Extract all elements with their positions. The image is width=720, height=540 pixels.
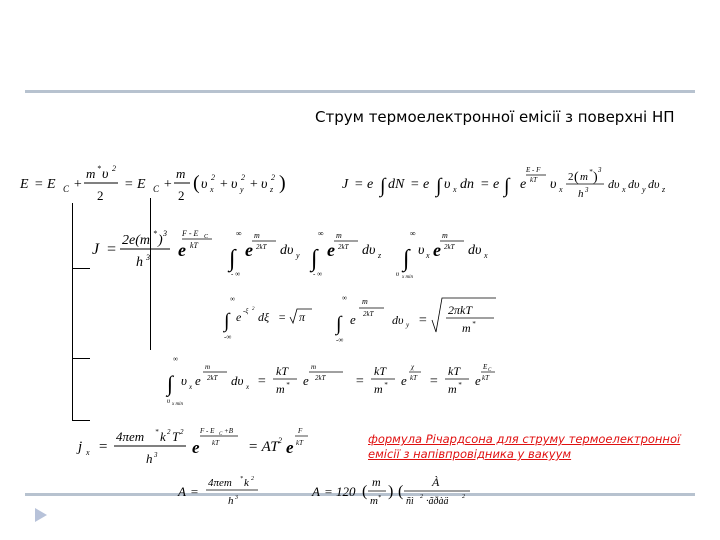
svg-text:=: = bbox=[429, 374, 439, 389]
svg-text:C: C bbox=[63, 184, 70, 194]
svg-text:π: π bbox=[299, 310, 306, 324]
svg-text:dυ: dυ bbox=[648, 177, 660, 191]
svg-text:*: * bbox=[589, 168, 593, 176]
svg-text:kT: kT bbox=[448, 364, 460, 378]
svg-text:À: À bbox=[432, 475, 440, 489]
svg-text:χ: χ bbox=[411, 363, 415, 371]
svg-text:∫: ∫ bbox=[311, 246, 318, 272]
svg-text:υ: υ bbox=[167, 397, 171, 405]
svg-text:2: 2 bbox=[112, 164, 116, 173]
svg-text:e: e bbox=[245, 240, 253, 260]
svg-text:=: = bbox=[98, 439, 109, 455]
svg-text:(: ( bbox=[574, 170, 579, 185]
svg-text:4πem: 4πem bbox=[116, 429, 145, 444]
svg-text:m: m bbox=[362, 297, 368, 306]
svg-text:m: m bbox=[462, 321, 471, 335]
svg-text:∫: ∫ bbox=[403, 246, 410, 272]
svg-text:+: + bbox=[73, 177, 83, 192]
svg-text:υ: υ bbox=[231, 177, 238, 192]
svg-text:υ: υ bbox=[396, 270, 400, 278]
svg-text:A: A bbox=[178, 484, 186, 499]
svg-text:= e: = e bbox=[480, 177, 500, 192]
svg-text:kT: kT bbox=[374, 364, 386, 378]
svg-text:e: e bbox=[286, 438, 294, 457]
svg-text:∫: ∫ bbox=[167, 371, 174, 396]
svg-text:3: 3 bbox=[585, 186, 589, 194]
svg-text:dυ: dυ bbox=[468, 243, 482, 258]
svg-text:- ∞: - ∞ bbox=[313, 270, 323, 278]
svg-text:2: 2 bbox=[420, 494, 423, 500]
svg-text:=: = bbox=[278, 310, 287, 324]
energy-lhs: E bbox=[20, 177, 29, 192]
svg-text:- ∞: - ∞ bbox=[231, 270, 241, 278]
svg-text:x: x bbox=[484, 251, 488, 260]
svg-text:k: k bbox=[160, 429, 166, 444]
svg-text:*: * bbox=[153, 229, 157, 238]
svg-text:y: y bbox=[296, 251, 300, 260]
svg-text:*: * bbox=[97, 164, 101, 173]
svg-text:∫: ∫ bbox=[504, 175, 510, 197]
svg-text:h: h bbox=[136, 255, 143, 270]
svg-text:2kT: 2kT bbox=[363, 310, 374, 318]
svg-text:dυ: dυ bbox=[608, 177, 620, 191]
svg-text:υ: υ bbox=[550, 177, 557, 192]
svg-text:∞: ∞ bbox=[342, 294, 347, 302]
svg-text:∞: ∞ bbox=[410, 229, 416, 238]
svg-text:kT: kT bbox=[190, 241, 198, 250]
svg-text:kT: kT bbox=[530, 176, 537, 184]
svg-text:+: + bbox=[163, 177, 173, 192]
svg-text:x: x bbox=[189, 383, 193, 391]
formula-current-definition bbox=[340, 160, 680, 210]
svg-text:m: m bbox=[374, 382, 383, 396]
svg-text:x min: x min bbox=[172, 402, 183, 407]
svg-text:): ) bbox=[158, 233, 163, 248]
svg-text:=: = bbox=[190, 484, 199, 499]
slide-title: Струм термоелектронної емісії з поверхні НП bbox=[315, 108, 675, 126]
svg-text:υ: υ bbox=[418, 243, 425, 258]
svg-text:x: x bbox=[246, 383, 250, 391]
svg-text:·ãðàä: ·ãðàä bbox=[426, 496, 449, 507]
svg-text:m: m bbox=[448, 382, 457, 396]
svg-text:2kT: 2kT bbox=[338, 243, 349, 251]
svg-text:*: * bbox=[240, 476, 243, 482]
svg-text:*: * bbox=[286, 381, 290, 389]
svg-text:x min: x min bbox=[402, 275, 413, 280]
formula-tree-branch bbox=[72, 268, 90, 269]
formula-gauss-integral bbox=[220, 293, 340, 345]
svg-text:dN: dN bbox=[388, 177, 405, 192]
svg-text:m: m bbox=[176, 166, 186, 181]
svg-text:*: * bbox=[472, 320, 476, 328]
svg-text:E: E bbox=[483, 363, 488, 371]
formula-energy bbox=[18, 160, 338, 208]
svg-text:*: * bbox=[384, 381, 388, 389]
formula-tree-line bbox=[72, 203, 73, 421]
svg-text:2: 2 bbox=[167, 428, 171, 436]
svg-text:E - F: E - F bbox=[526, 166, 541, 174]
svg-text:(: ( bbox=[193, 172, 200, 194]
svg-text:h: h bbox=[146, 451, 153, 466]
svg-text:2kT: 2kT bbox=[315, 374, 326, 382]
svg-text:+: + bbox=[219, 177, 229, 192]
svg-text:= AT: = AT bbox=[248, 439, 279, 455]
svg-text:y: y bbox=[406, 321, 410, 329]
svg-text:+: + bbox=[249, 177, 259, 192]
svg-text:z: z bbox=[378, 251, 382, 260]
svg-text:2: 2 bbox=[278, 436, 282, 445]
svg-text:m: m bbox=[370, 495, 378, 507]
svg-text:e: e bbox=[475, 373, 481, 388]
svg-text:2: 2 bbox=[271, 173, 275, 182]
svg-text:z: z bbox=[662, 185, 666, 194]
svg-text:z: z bbox=[270, 185, 274, 194]
svg-text:-∞: -∞ bbox=[224, 333, 232, 341]
svg-text:C: C bbox=[488, 368, 492, 373]
svg-text:e: e bbox=[401, 373, 407, 388]
svg-text:m: m bbox=[372, 475, 381, 489]
svg-text:e: e bbox=[327, 240, 335, 260]
svg-text:= E: = E bbox=[34, 177, 56, 192]
formula-tree-branch bbox=[72, 420, 90, 421]
svg-text:2kT: 2kT bbox=[444, 243, 455, 251]
svg-text:dυ: dυ bbox=[392, 313, 404, 327]
svg-text:υ: υ bbox=[261, 177, 268, 192]
svg-text:∞: ∞ bbox=[318, 229, 324, 238]
svg-text:υ: υ bbox=[201, 177, 208, 192]
svg-text:T: T bbox=[172, 429, 180, 444]
svg-text:dυ: dυ bbox=[362, 243, 376, 258]
svg-text:J: J bbox=[342, 177, 349, 192]
svg-text:e: e bbox=[236, 310, 242, 324]
svg-text:-ξ: -ξ bbox=[243, 307, 249, 315]
svg-text:y: y bbox=[240, 185, 244, 194]
svg-text:2: 2 bbox=[178, 188, 185, 203]
richardson-note: формула Річардсона для струму термоелектронної емісії з напівпровідника у вакуум bbox=[368, 432, 681, 461]
svg-text:m: m bbox=[276, 382, 285, 396]
svg-text:x: x bbox=[210, 185, 214, 194]
svg-text:dυ: dυ bbox=[280, 243, 294, 258]
svg-text:dξ: dξ bbox=[258, 310, 270, 324]
svg-text:3: 3 bbox=[154, 451, 158, 459]
formula-A-definition bbox=[176, 470, 296, 516]
svg-text:= e: = e bbox=[354, 177, 374, 192]
svg-text:F: F bbox=[298, 427, 303, 435]
svg-text:∞: ∞ bbox=[236, 229, 242, 238]
svg-text:2e(m: 2e(m bbox=[122, 233, 150, 248]
svg-text:2: 2 bbox=[97, 188, 104, 203]
svg-text:C: C bbox=[153, 184, 160, 194]
svg-text:υ: υ bbox=[444, 177, 451, 192]
svg-text:dυ: dυ bbox=[628, 177, 640, 191]
svg-text:-∞: -∞ bbox=[336, 336, 344, 344]
svg-text:): ) bbox=[279, 172, 286, 194]
svg-text:(: ( bbox=[362, 483, 368, 500]
svg-text:+B: +B bbox=[224, 427, 233, 435]
svg-text:A: A bbox=[312, 484, 320, 499]
svg-text:m: m bbox=[442, 231, 448, 240]
svg-text:h: h bbox=[228, 495, 234, 507]
play-arrow-icon[interactable] bbox=[34, 507, 48, 523]
svg-text:m: m bbox=[86, 166, 96, 181]
formula-current-full bbox=[90, 222, 530, 284]
svg-text:*: * bbox=[378, 495, 381, 501]
svg-text:2: 2 bbox=[462, 494, 465, 500]
svg-text:): ) bbox=[593, 170, 598, 185]
formula-vx-integral bbox=[165, 353, 495, 415]
svg-text:k: k bbox=[244, 477, 249, 489]
svg-text:C: C bbox=[204, 234, 209, 240]
svg-text:= 120: = 120 bbox=[324, 484, 356, 499]
svg-text:e: e bbox=[303, 373, 309, 388]
svg-text:m: m bbox=[205, 363, 211, 371]
svg-text:e: e bbox=[178, 240, 186, 260]
svg-text:2: 2 bbox=[568, 171, 574, 183]
svg-text:2: 2 bbox=[252, 307, 255, 312]
svg-text:=: = bbox=[355, 374, 365, 389]
svg-text:kT: kT bbox=[410, 374, 417, 382]
svg-text:e: e bbox=[350, 312, 356, 327]
svg-text:2: 2 bbox=[211, 173, 215, 182]
svg-text:∫: ∫ bbox=[380, 175, 386, 197]
svg-text:ñì: ñì bbox=[406, 496, 414, 507]
svg-text:2: 2 bbox=[251, 476, 254, 482]
svg-text:3: 3 bbox=[598, 166, 602, 174]
svg-text:dn: dn bbox=[460, 177, 474, 192]
svg-text:kT: kT bbox=[482, 374, 489, 382]
svg-text:kT: kT bbox=[296, 439, 303, 447]
svg-text:3: 3 bbox=[163, 229, 167, 238]
svg-text:=: = bbox=[106, 241, 117, 258]
top-rule bbox=[25, 90, 695, 93]
svg-text:e: e bbox=[433, 240, 441, 260]
svg-text:m: m bbox=[580, 171, 588, 183]
formula-A-value bbox=[310, 466, 490, 516]
formula-gauss-velocity bbox=[332, 290, 512, 350]
svg-text:= e: = e bbox=[410, 177, 430, 192]
svg-text:x: x bbox=[426, 251, 430, 260]
svg-text:3: 3 bbox=[146, 253, 150, 262]
svg-text:=: = bbox=[257, 374, 267, 389]
svg-text:2kT: 2kT bbox=[207, 374, 218, 382]
svg-text:dυ: dυ bbox=[231, 373, 244, 388]
svg-text:F - E: F - E bbox=[200, 427, 215, 435]
svg-text:υ: υ bbox=[102, 167, 109, 182]
svg-text:∞: ∞ bbox=[173, 355, 178, 363]
svg-text:*: * bbox=[155, 428, 159, 436]
svg-text:m: m bbox=[336, 231, 342, 240]
svg-text:2kT: 2kT bbox=[256, 243, 267, 251]
svg-text:υ: υ bbox=[181, 373, 187, 388]
svg-text:): ) bbox=[388, 483, 394, 500]
svg-text:*: * bbox=[458, 381, 462, 389]
svg-text:∫: ∫ bbox=[436, 175, 442, 197]
svg-text:(: ( bbox=[398, 483, 404, 500]
svg-text:m: m bbox=[254, 231, 260, 240]
svg-text:2πkT: 2πkT bbox=[448, 303, 473, 317]
svg-text:4πem: 4πem bbox=[208, 477, 232, 489]
svg-text:∫: ∫ bbox=[224, 310, 230, 332]
svg-text:2: 2 bbox=[180, 428, 184, 436]
svg-text:m: m bbox=[311, 363, 317, 371]
svg-text:∫: ∫ bbox=[229, 246, 236, 272]
svg-text:j: j bbox=[78, 439, 83, 455]
svg-text:kT: kT bbox=[212, 439, 219, 447]
svg-text:e: e bbox=[192, 438, 200, 457]
svg-text:= E: = E bbox=[124, 177, 146, 192]
svg-text:J: J bbox=[92, 241, 100, 258]
svg-text:∞: ∞ bbox=[230, 295, 235, 303]
svg-text:x: x bbox=[622, 185, 626, 194]
svg-text:e: e bbox=[195, 373, 201, 388]
svg-text:x: x bbox=[453, 185, 457, 194]
svg-text:∫: ∫ bbox=[336, 313, 342, 335]
svg-text:x: x bbox=[559, 185, 563, 194]
svg-text:C: C bbox=[219, 432, 223, 437]
svg-text:=: = bbox=[418, 313, 428, 328]
svg-text:e: e bbox=[520, 177, 527, 192]
svg-text:x: x bbox=[86, 448, 90, 457]
svg-text:3: 3 bbox=[235, 495, 238, 501]
svg-text:2: 2 bbox=[241, 173, 245, 182]
formula-tree-branch bbox=[72, 358, 90, 359]
svg-text:y: y bbox=[642, 185, 646, 194]
svg-text:F - E: F - E bbox=[182, 229, 199, 238]
svg-text:kT: kT bbox=[276, 364, 288, 378]
svg-text:h: h bbox=[578, 188, 584, 200]
